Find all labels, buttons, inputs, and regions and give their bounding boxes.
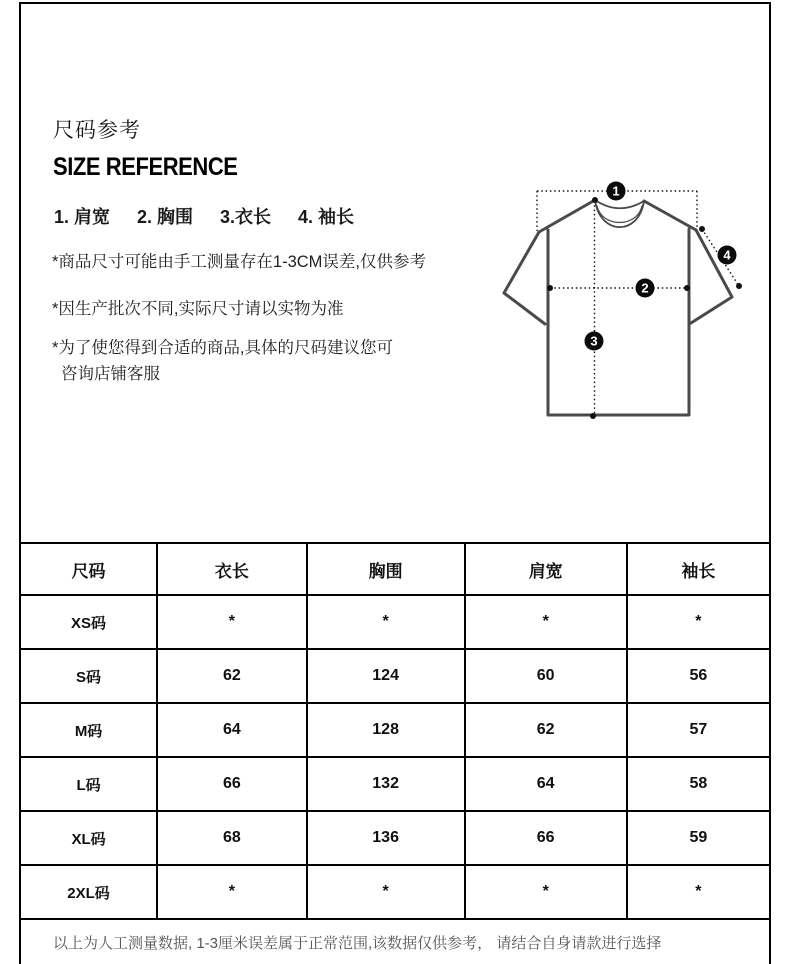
size-cell: XS码 xyxy=(21,595,157,649)
size-table xyxy=(21,542,769,920)
value-cell: * xyxy=(627,865,769,919)
page-title-en: SIZE REFERENCE xyxy=(53,153,238,181)
value-cell: * xyxy=(307,595,465,649)
value-cell: * xyxy=(465,595,627,649)
note-contact-service xyxy=(52,335,393,387)
value-cell: 60 xyxy=(465,649,627,703)
legend-item-chest: 2. 胸围 xyxy=(137,207,194,227)
tshirt-body xyxy=(548,229,689,415)
measurement-legend xyxy=(54,203,354,229)
value-cell: 62 xyxy=(465,703,627,757)
note-batch-difference: *因生产批次不同,实际尺寸请以实物为准 xyxy=(52,300,344,318)
note-measure-tolerance: *商品尺寸可能由手工测量存在1-3CM误差,仅供参考 xyxy=(52,253,427,271)
tshirt-diagram-svg xyxy=(489,176,745,430)
legend-item-sleeve: 4. 袖长 xyxy=(298,207,355,227)
table-row-m xyxy=(21,703,769,757)
size-cell: 2XL码 xyxy=(21,865,157,919)
value-cell: 66 xyxy=(465,811,627,865)
legend-item-shoulder: 1. 肩宽 xyxy=(54,207,111,227)
value-cell: * xyxy=(627,595,769,649)
value-cell: * xyxy=(307,865,465,919)
size-cell: M码 xyxy=(21,703,157,757)
col-header-size: 尺码 xyxy=(21,543,157,595)
value-cell: 64 xyxy=(157,703,307,757)
size-reference-header-section xyxy=(21,4,769,542)
tshirt-left-sleeve xyxy=(504,232,545,324)
table-row-2xl xyxy=(21,865,769,919)
table-row-xl xyxy=(21,811,769,865)
value-cell: 59 xyxy=(627,811,769,865)
value-cell: * xyxy=(157,595,307,649)
marker-4-number: 4 xyxy=(723,247,731,263)
value-cell: 68 xyxy=(157,811,307,865)
size-cell: L码 xyxy=(21,757,157,811)
table-row-l xyxy=(21,757,769,811)
value-cell: 66 xyxy=(157,757,307,811)
size-cell: XL码 xyxy=(21,811,157,865)
size-table-header-row xyxy=(21,543,769,595)
measurement-lines xyxy=(537,191,739,415)
note-contact-service-line1: *为了使您得到合适的商品,具体的尺码建议您可 xyxy=(52,339,394,357)
value-cell: 58 xyxy=(627,757,769,811)
marker-2-number: 2 xyxy=(641,280,649,296)
value-cell: * xyxy=(465,865,627,919)
tshirt-left-shoulder xyxy=(539,200,595,232)
value-cell: 132 xyxy=(307,757,465,811)
table-row-s xyxy=(21,649,769,703)
page-title-cn: 尺码参考 xyxy=(53,119,141,142)
col-header-length: 衣长 xyxy=(157,543,307,595)
tshirt-outline xyxy=(504,200,732,415)
tshirt-measurement-diagram xyxy=(489,176,745,430)
value-cell: 64 xyxy=(465,757,627,811)
col-header-chest: 胸围 xyxy=(307,543,465,595)
value-cell: 124 xyxy=(307,649,465,703)
value-cell: 56 xyxy=(627,649,769,703)
page-frame xyxy=(19,2,771,964)
marker-1-number: 1 xyxy=(612,183,620,199)
value-cell: 128 xyxy=(307,703,465,757)
legend-item-length: 3.衣长 xyxy=(220,207,272,227)
size-cell: S码 xyxy=(21,649,157,703)
tshirt-right-shoulder xyxy=(644,201,696,230)
value-cell: 136 xyxy=(307,811,465,865)
value-cell: 57 xyxy=(627,703,769,757)
col-header-sleeve: 袖长 xyxy=(627,543,769,595)
footer-disclaimer: 以上为人工测量数据, 1-3厘米误差属于正常范围,该数据仅供参考， 请结合自身请款进行选择 xyxy=(53,934,662,952)
value-cell: 62 xyxy=(157,649,307,703)
marker-3-number: 3 xyxy=(590,333,598,349)
tshirt-collar xyxy=(595,200,644,227)
value-cell: * xyxy=(157,865,307,919)
note-contact-service-line2: 咨询店铺客服 xyxy=(61,365,160,383)
col-header-shoulder: 肩宽 xyxy=(465,543,627,595)
table-row-xs xyxy=(21,595,769,649)
